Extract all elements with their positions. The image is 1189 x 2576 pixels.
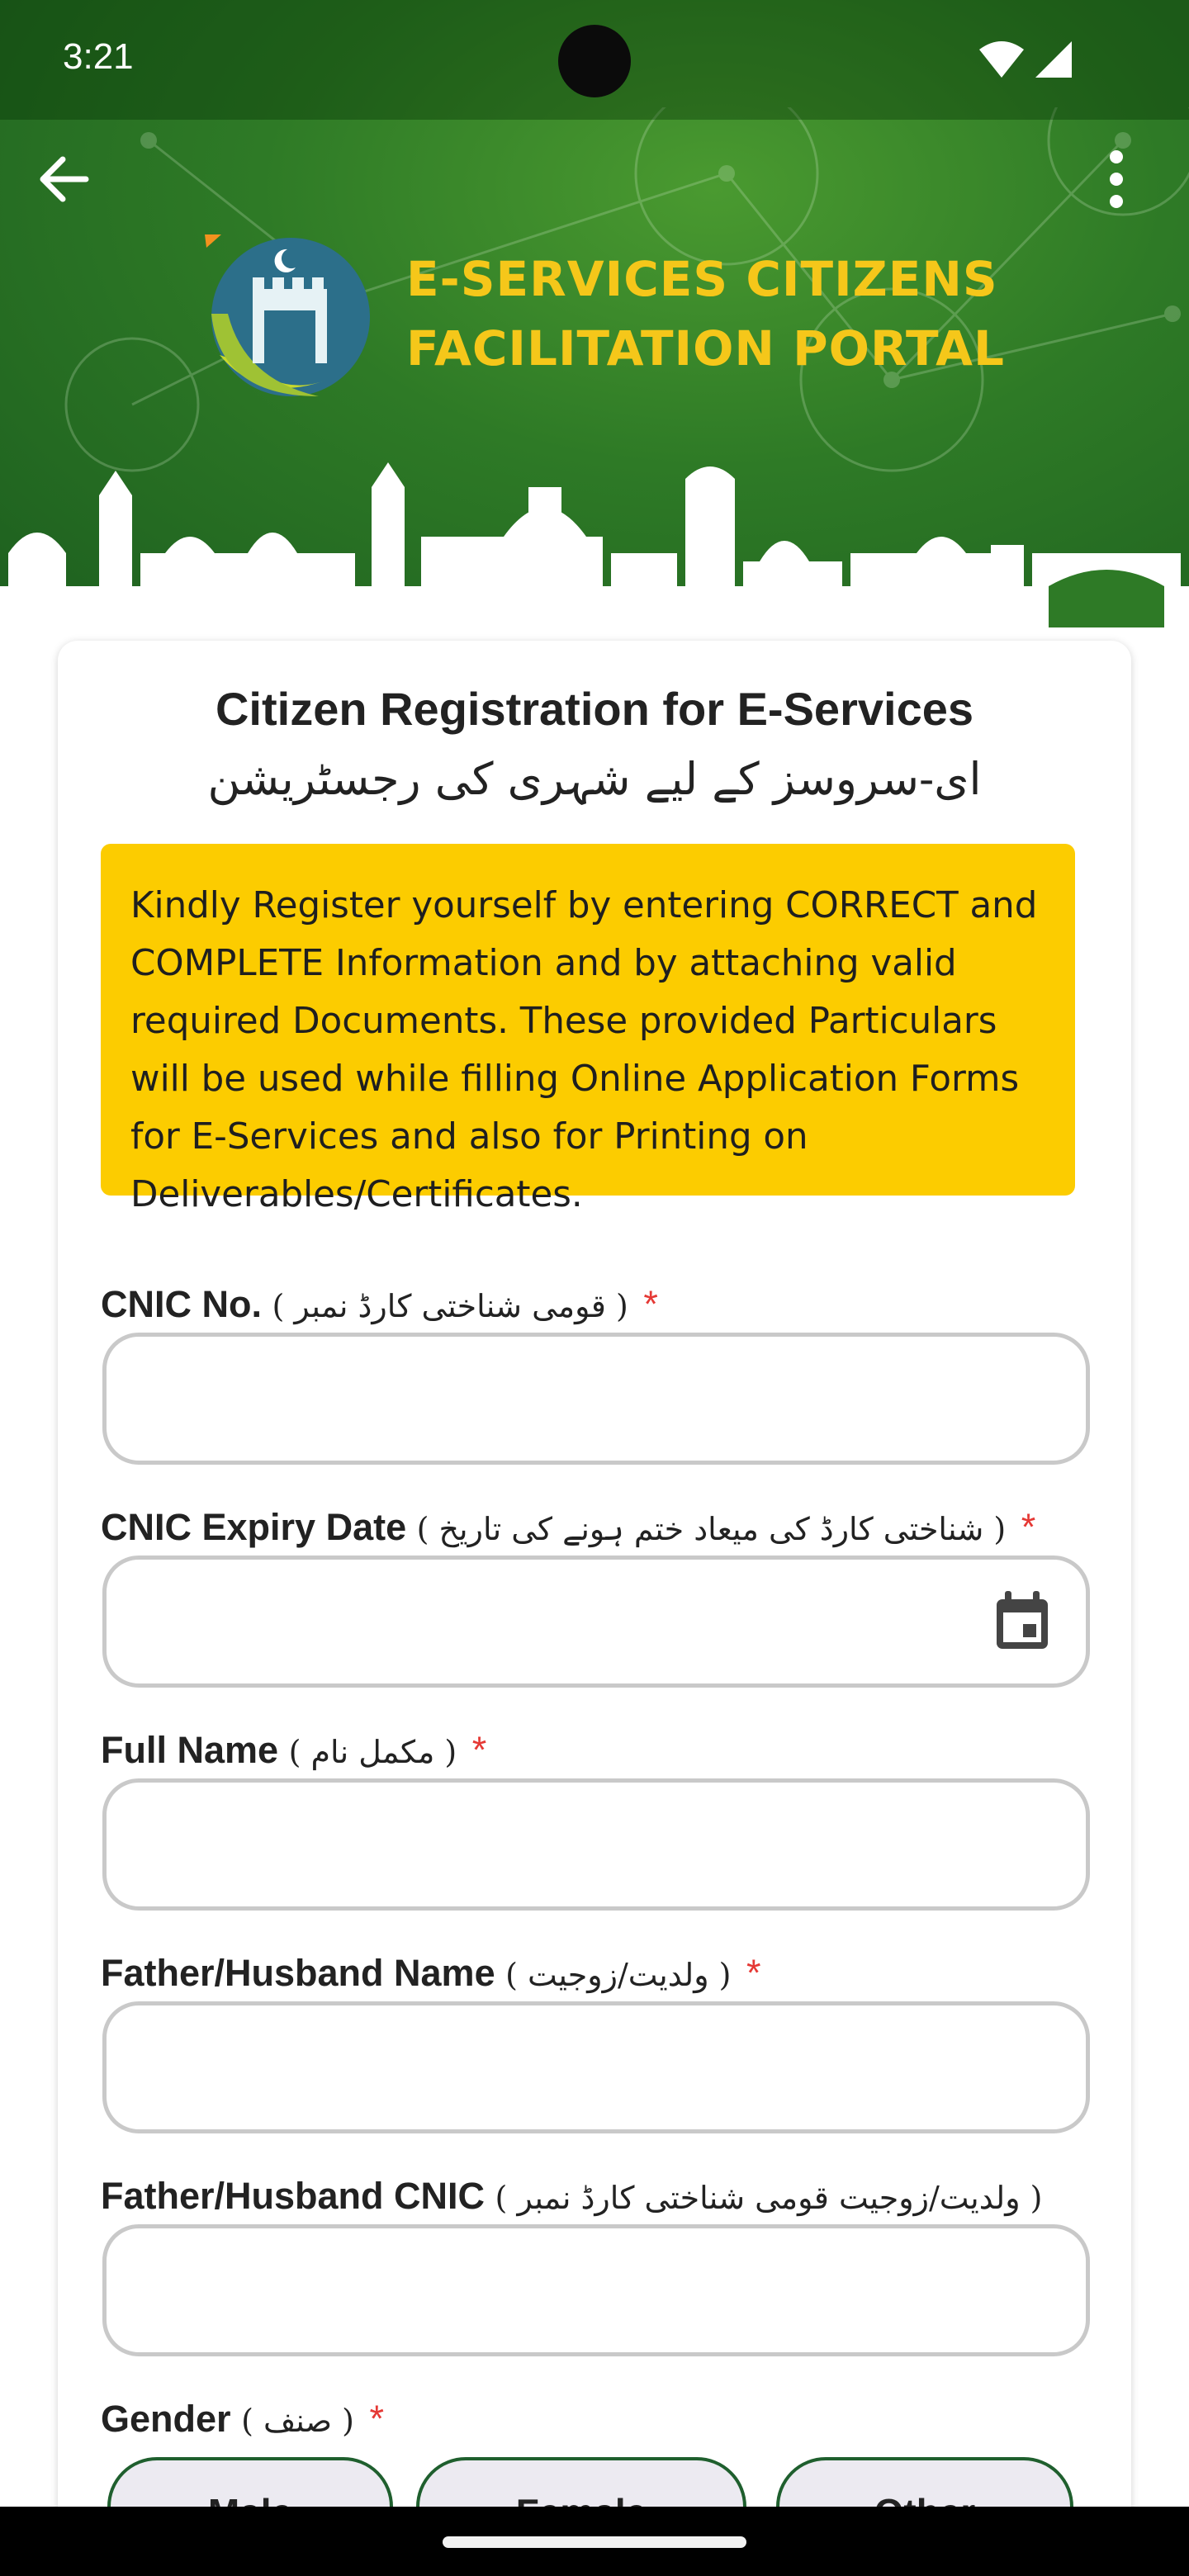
form-subtitle-urdu: ای-سروسز کے لیے شہری کی رجسٹریشن <box>207 753 982 805</box>
gender-label-text: Gender <box>101 2398 231 2440</box>
cnic-expiry-label-urdu: ( شناختی کارڈ کی میعاد ختم ہونے کی تاریخ ) <box>416 1511 1007 1547</box>
city-skyline <box>0 462 1189 627</box>
more-vert-icon <box>1108 149 1125 210</box>
full-name-label-urdu: ( مکمل نام ) <box>288 1734 457 1770</box>
cell-signal-icon <box>1034 40 1073 79</box>
portal-title <box>406 244 1067 383</box>
required-asterisk: * <box>1021 1506 1036 1548</box>
gender-label-urdu: ( صنف ) <box>241 2403 354 2439</box>
header-banner <box>0 0 1189 627</box>
form-title: Citizen Registration for E-Services <box>215 683 973 735</box>
father-husband-cnic-label-text: Father/Husband CNIC <box>101 2175 486 2217</box>
arrow-left-icon <box>38 156 89 202</box>
father-husband-cnic-label <box>101 2175 1042 2218</box>
cnic-expiry-label-text: CNIC Expiry Date <box>101 1506 407 1548</box>
portal-title-line1: E-SERVICES CITIZENS <box>406 251 998 307</box>
cnic-label-text: CNIC No. <box>101 1283 262 1325</box>
portal-logo <box>195 231 372 403</box>
cnic-input[interactable] <box>102 1333 1090 1465</box>
system-nav-bar <box>0 2507 1189 2576</box>
gender-label <box>101 2398 384 2441</box>
full-name-label <box>101 1729 486 1772</box>
home-gesture-handle[interactable] <box>443 2536 746 2548</box>
father-husband-name-label-urdu: ( ولدیت/زوجیت ) <box>505 1957 732 1993</box>
required-asterisk: * <box>369 2398 384 2440</box>
required-asterisk: * <box>471 1729 487 1771</box>
required-asterisk: * <box>643 1283 658 1325</box>
camera-cutout <box>558 25 631 97</box>
cnic-label <box>101 1283 658 1326</box>
father-husband-name-label-text: Father/Husband Name <box>101 1952 495 1994</box>
cnic-label-urdu: ( قومی شناختی کارڈ نمبر ) <box>272 1288 628 1324</box>
father-husband-name-label <box>101 1952 761 1995</box>
more-options-button[interactable] <box>1098 142 1135 216</box>
required-asterisk: * <box>746 1952 761 1994</box>
registration-card <box>58 641 1131 2540</box>
full-name-input[interactable] <box>102 1778 1090 1911</box>
registration-notice: Kindly Register yourself by entering CORRECT and COMPLETE Information and by attaching valid required Documents. These provided Particulars will be used while filling Online Application Forms for E-Services and also for Printing on Deliverables/Certificates. <box>101 844 1075 1196</box>
back-button[interactable] <box>33 149 94 210</box>
cnic-expiry-label <box>101 1506 1035 1549</box>
status-bar <box>0 0 1189 120</box>
father-husband-cnic-input[interactable] <box>102 2224 1090 2356</box>
full-name-label-text: Full Name <box>101 1729 279 1771</box>
wifi-icon <box>978 40 1026 79</box>
status-time: 3:21 <box>63 36 134 77</box>
cnic-expiry-date-input[interactable] <box>102 1556 1090 1688</box>
father-husband-cnic-label-urdu: ( ولدیت/زوجیت قومی شناختی کارڈ نمبر ) <box>495 2180 1043 2216</box>
portal-title-line2: FACILITATION PORTAL <box>406 320 1005 376</box>
calendar-icon[interactable] <box>993 1589 1051 1652</box>
father-husband-name-input[interactable] <box>102 2001 1090 2133</box>
